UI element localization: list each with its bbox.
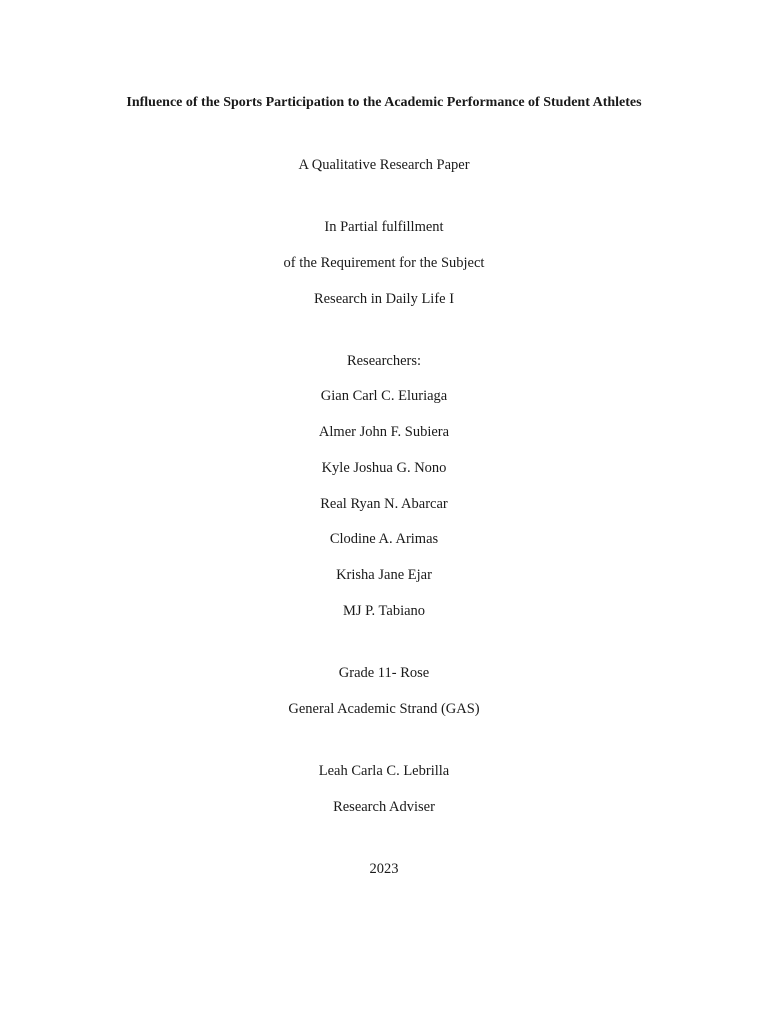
paper-title: Influence of the Sports Participation to the Academic Performance of Student Athletes <box>126 95 642 110</box>
researcher-name: Gian Carl C. Eluriaga <box>320 388 448 404</box>
researcher-name: Clodine A. Arimas <box>329 531 439 547</box>
researcher-name: MJ P. Tabiano <box>342 603 426 619</box>
adviser-name: Leah Carla C. Lebrilla <box>318 763 450 779</box>
year: 2023 <box>369 861 399 877</box>
researcher-name: Real Ryan N. Abarcar <box>320 496 448 512</box>
researchers-heading: Researchers: <box>346 353 422 369</box>
researcher-name: Krisha Jane Ejar <box>336 567 432 583</box>
fulfillment-line-3: Research in Daily Life I <box>313 291 455 307</box>
fulfillment-line-2: of the Requirement for the Subject <box>283 255 485 271</box>
paper-type: A Qualitative Research Paper <box>298 157 470 173</box>
researcher-name: Kyle Joshua G. Nono <box>321 460 447 476</box>
strand: General Academic Strand (GAS) <box>288 701 480 717</box>
fulfillment-line-1: In Partial fulfillment <box>324 219 444 235</box>
researcher-name: Almer John F. Subiera <box>318 424 450 440</box>
adviser-role: Research Adviser <box>333 799 435 815</box>
grade-section: Grade 11- Rose <box>338 665 430 681</box>
